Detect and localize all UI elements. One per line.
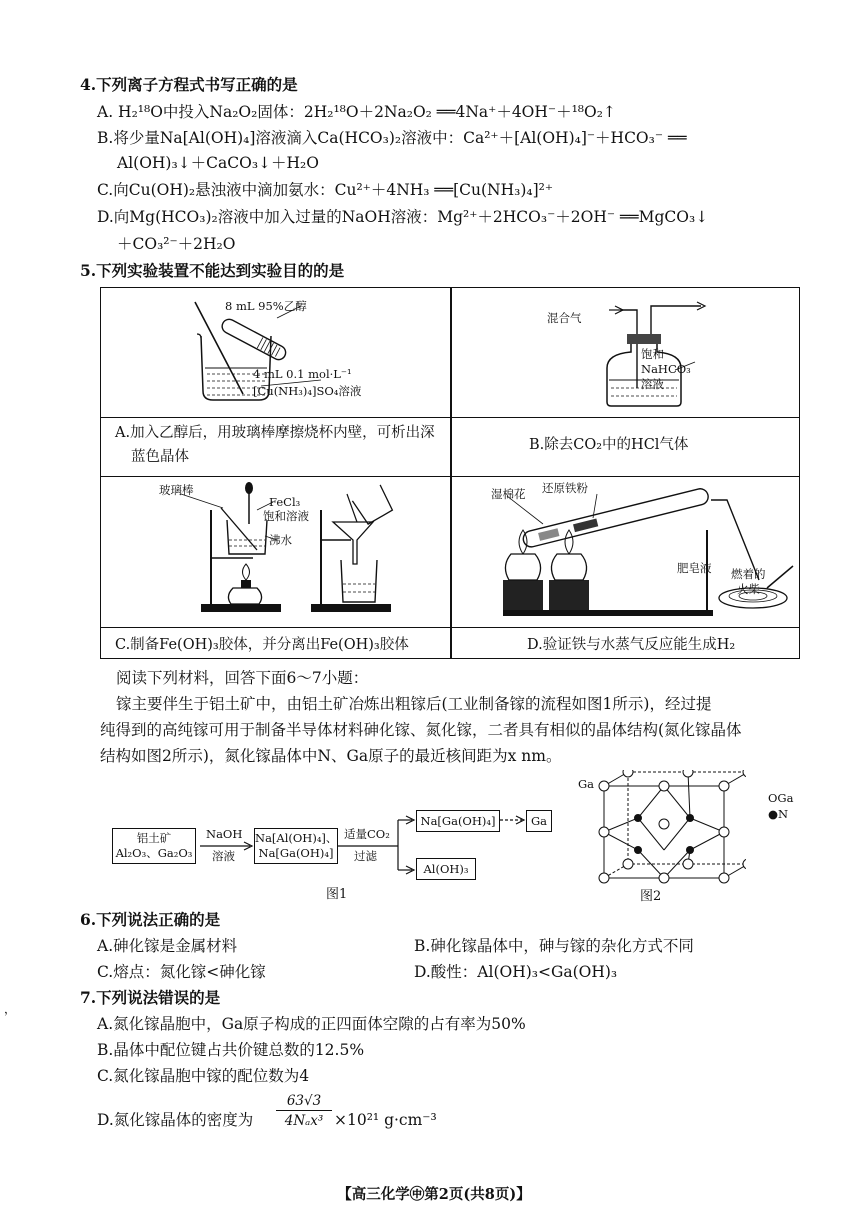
q7-option-c: C.氮化镓晶胞中镓的配位数为4 (97, 1067, 310, 1085)
apparatus-a-caption-line2: 蓝色晶体 (131, 449, 189, 465)
q7-option-d-prefix: D.氮化镓晶体的密度为 (97, 1111, 254, 1129)
figure1-arrow1-condition: 溶液 (212, 849, 235, 863)
figure2-label-ga: Ga (578, 777, 595, 791)
apparatus-d-label-soap: 肥皂液 (677, 561, 712, 575)
figure2-legend-n: ●N (768, 807, 789, 821)
table-divider-1 (101, 417, 799, 418)
figure1-arrow2-condition: 过滤 (354, 849, 377, 863)
reading-paragraph-line3: 结构如图2所示)，氮化镓晶体中N、Ga原子的最近核间距为x nm。 (100, 747, 562, 765)
figure1-arrow1-reagent: NaOH (206, 827, 243, 841)
apparatus-b-label-nahco3: NaHCO₃ (641, 362, 691, 376)
q6-stem: 6.下列说法正确的是 (80, 910, 221, 929)
q4-option-c: C.向Cu(OH)₂悬浊液中滴加氨水：Cu²⁺＋4NH₃ ══[Cu(NH₃)₄]²⁺ (97, 181, 554, 199)
reading-paragraph-line2: 纯得到的高纯镓可用于制备半导体材料砷化镓、氮化镓，二者具有相似的晶体结构(氮化镓晶体 (100, 721, 742, 739)
apparatus-c-label-rod: 玻璃棒 (159, 483, 194, 497)
q5-stem: 5.下列实验装置不能达到实验目的的是 (80, 261, 345, 280)
q6-option-c: C.熔点：氮化镓<砷化镓 (97, 963, 266, 981)
reading-intro: 阅读下列材料，回答下面6～7小题： (116, 669, 369, 687)
apparatus-c-label-saturated: 饱和溶液 (263, 509, 309, 523)
q7-option-b: B.晶体中配位键占共价键总数的12.5% (97, 1041, 365, 1059)
apparatus-b-label-solution: 溶液 (641, 377, 664, 391)
apparatus-a-diagram (181, 296, 381, 416)
apparatus-c-label-fecl3: FeCl₃ (269, 495, 301, 509)
figure2-legend-ga: OGa (768, 791, 794, 805)
apparatus-b-label-gas: 混合气 (547, 311, 582, 325)
figure1-box-aloh3 (416, 858, 476, 880)
q5-apparatus-table (100, 287, 800, 659)
apparatus-a-caption-line1: A.加入乙醇后，用玻璃棒摩擦烧杯内壁，可析出深 (115, 425, 435, 441)
apparatus-b-label-saturated: 饱和 (641, 347, 664, 361)
apparatus-d-label-match-2: 火柴 (737, 582, 760, 596)
apparatus-d-caption: D.验证铁与水蒸气反应能生成H₂ (527, 637, 736, 653)
figure1-caption: 图1 (326, 887, 348, 902)
q4-stem: 4.下列离子方程式书写正确的是 (80, 75, 298, 94)
table-divider-vertical (450, 288, 452, 658)
apparatus-d-label-cotton: 湿棉花 (491, 487, 526, 501)
figure1-box-ga-aluminate (416, 810, 500, 832)
figure1-box-ga-text: Ga (530, 813, 548, 828)
q4-option-b-line2: Al(OH)₃↓＋CaCO₃↓＋H₂O (117, 154, 319, 172)
apparatus-d-label-match-1: 燃着的 (731, 567, 766, 581)
table-divider-2 (101, 476, 799, 477)
apparatus-c-caption: C.制备Fe(OH)₃胶体，并分离出Fe(OH)₃胶体 (115, 637, 409, 653)
figure1-box-bauxite-line2: Al₂O₃、Ga₂O₃ (115, 846, 193, 860)
figure2-caption: 图2 (640, 889, 662, 904)
apparatus-b-caption: B.除去CO₂中的HCl气体 (529, 437, 689, 453)
q4-option-d-line2: ＋CO₃²⁻＋2H₂O (117, 235, 236, 253)
figure1-box-ga (526, 810, 552, 832)
page-footer: 【高三化学㊥第2页(共8页)】 (337, 1186, 531, 1203)
table-divider-3 (101, 627, 799, 628)
q6-option-b: B.砷化镓晶体中，砷与镓的杂化方式不同 (414, 937, 694, 955)
apparatus-a-label-solution: [Cu(NH₃)₄]SO₄溶液 (253, 384, 362, 398)
apparatus-a-label-volume: 4 mL 0.1 mol·L⁻¹ (253, 367, 352, 381)
q7-option-d-suffix: ×10²¹ g·cm⁻³ (334, 1111, 437, 1129)
figure1-box-aluminates (254, 828, 338, 864)
figure1-box-aluminates-line2: Na[Ga(OH)₄] (258, 846, 334, 860)
figure2-crystal-cell (596, 770, 746, 886)
q4-option-b-line1: B.将少量Na[Al(OH)₄]溶液滴入Ca(HCO₃)₂溶液中：Ca²⁺＋[Al(OH)₄]⁻＋HCO₃⁻ ══ (97, 129, 687, 147)
figure1-box-aluminates-line1: Na[Al(OH)₄]、 (255, 831, 338, 845)
figure1-box-aloh3-text: Al(OH)₃ (423, 861, 469, 876)
q6-option-a: A.砷化镓是金属材料 (97, 937, 238, 955)
margin-mark: ， (4, 1002, 17, 1016)
apparatus-d-label-iron-powder: 还原铁粉 (542, 481, 588, 495)
figure1-box-ga-aluminate-text: Na[Ga(OH)₄] (420, 813, 496, 828)
q4-option-d-line1: D.向Mg(HCO₃)₂溶液中加入过量的NaOH溶液：Mg²⁺＋2HCO₃⁻＋2OH⁻ ══MgCO₃↓ (97, 208, 709, 226)
figure1-box-bauxite-line1: 铝土矿 (136, 831, 172, 845)
apparatus-d-diagram (497, 480, 797, 620)
figure1-box-bauxite (112, 828, 196, 864)
q7-option-d-denominator: 4Nₐx³ (284, 1113, 324, 1129)
apparatus-a-label-ethanol: 8 mL 95%乙醇 (225, 299, 307, 313)
q7-option-a: A.氮化镓晶胞中，Ga原子构成的正四面体空隙的占有率为50% (97, 1015, 526, 1033)
q7-option-d-numerator: 63√3 (286, 1093, 322, 1109)
q7-stem: 7.下列说法错误的是 (80, 988, 221, 1007)
reading-paragraph-line1: 镓主要伴生于铝土矿中，由铝土矿冶炼出粗镓后(工业制备镓的流程如图1所示)，经过提 (116, 695, 712, 713)
apparatus-c-label-boiling-water: 沸水 (269, 533, 292, 547)
q7-option-d-fraction (276, 1092, 332, 1131)
q6-option-d: D.酸性：Al(OH)₃<Ga(OH)₃ (414, 963, 618, 981)
q4-option-a: A. H₂¹⁸O中投入Na₂O₂固体：2H₂¹⁸O＋2Na₂O₂ ══4Na⁺＋4OH⁻＋¹⁸O₂↑ (97, 103, 616, 121)
figure1-arrow2-reagent: 适量CO₂ (344, 827, 390, 841)
